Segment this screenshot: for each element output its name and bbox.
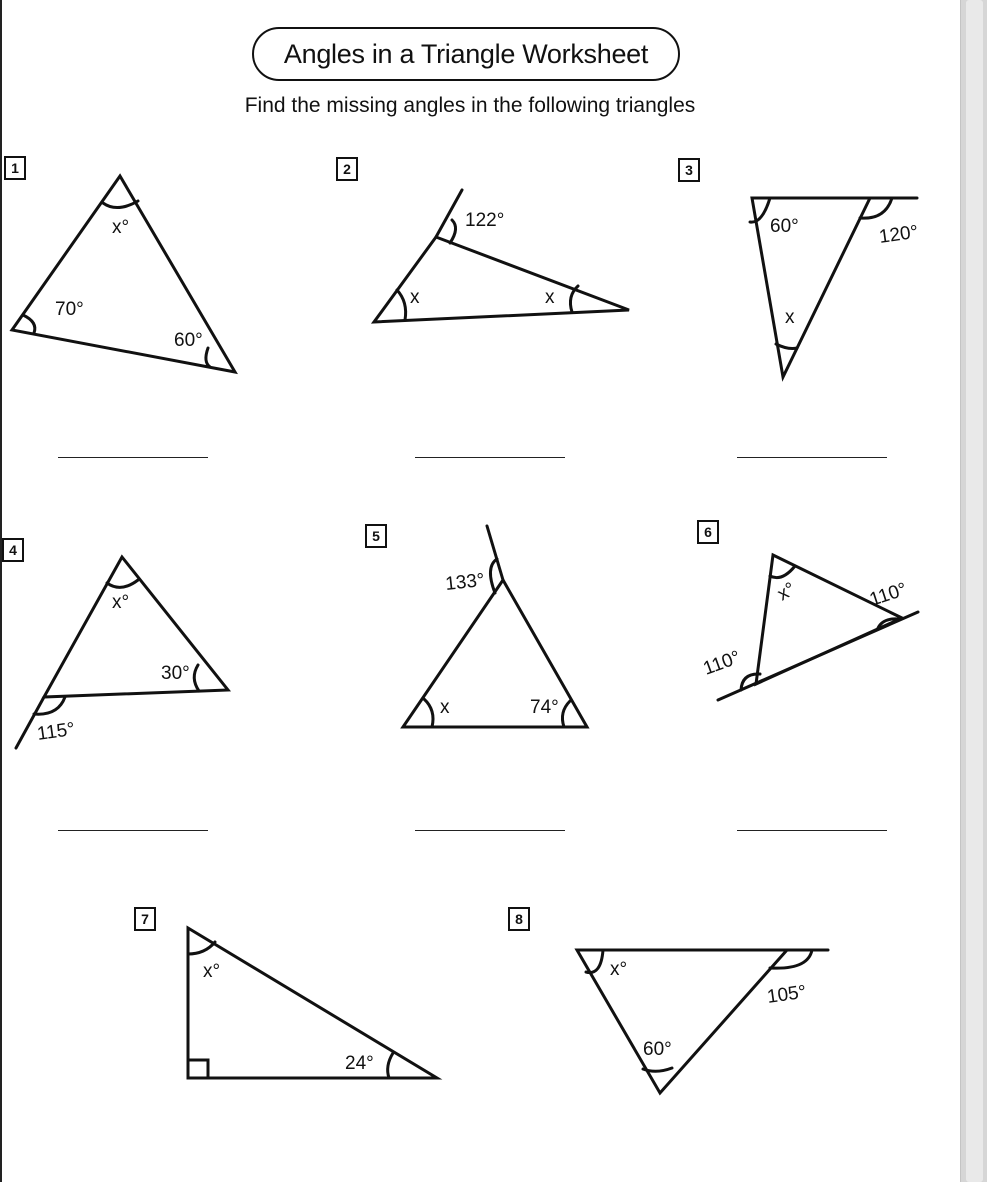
triangle-5-exterior-angle-label: 133° [444,569,486,595]
triangle-7-right-angle-marker [188,1060,208,1078]
triangle-1-angle-top-label: x° [112,217,130,238]
worksheet-title: Angles in a Triangle Worksheet [252,27,680,81]
triangle-4-exterior-angle-label: 115° [35,718,77,745]
triangle-4-angle-arc-top [107,580,138,587]
triangle-7 [188,928,437,1078]
triangle-6-angle-arc-top [770,566,795,578]
triangle-1 [12,176,235,372]
problem-8-number: 8 [508,907,530,931]
triangle-5-angle-arc-left [424,699,433,727]
triangle-7-outline [188,928,437,1078]
problem-5-number: 5 [365,524,387,548]
triangle-5-angle-right-label: 74° [530,697,559,718]
triangle-4-angle-top-label: x° [112,592,130,613]
problem-3-number: 3 [678,158,700,182]
problem-6-number: 6 [697,520,719,544]
triangle-6-outline [756,555,902,684]
triangle-2-angle-arc-left [397,290,406,320]
triangle-6-angle-top-label: x° [774,578,800,606]
triangle-5 [403,526,587,727]
problem-4-number: 4 [2,538,24,562]
triangle-8 [577,950,828,1093]
triangle-5-angle-left-label: x [440,697,450,718]
triangle-6 [701,555,918,700]
triangle-8-angle-bottom-label: 60° [643,1039,672,1060]
triangle-4-angle-arc-right [194,665,199,691]
triangle-5-angle-arc-right [562,701,570,727]
triangle-1-angle-right-label: 60° [174,330,203,351]
triangle-7-angle-top-label: x° [203,961,221,982]
triangle-2-angle-left-label: x [410,287,420,308]
triangle-7-angle-arc-right [388,1053,393,1078]
triangle-8-angle-left-label: x° [610,959,628,980]
triangle-2-outline [374,237,629,322]
triangle-6-base-line [718,612,918,700]
triangle-1-angle-left-label: 70° [55,299,84,320]
triangle-1-angle-arc-right [206,348,210,367]
triangle-2-exterior-angle-label: 122° [465,210,505,231]
triangle-3-angle-left-label: 60° [770,216,799,237]
triangle-2-exterior-angle-arc [450,220,456,243]
triangle-8-exterior-angle-arc [770,950,812,968]
triangle-3 [750,198,920,377]
problem-2-number: 2 [336,157,358,181]
triangle-2-extended-side [436,190,462,237]
triangle-3-exterior-angle-label: 120° [877,221,920,248]
worksheet-instruction: Find the missing angles in the following triangles [244,94,696,117]
triangle-1-angle-arc-top [103,201,138,208]
triangle-2 [374,190,629,322]
triangle-6-angle-right-label: 110° [867,579,910,611]
triangle-2-angle-right-label: x [545,287,555,308]
problem-1-number: 1 [4,156,26,180]
triangle-7-angle-arc-top [188,942,215,954]
triangle-4 [16,557,228,748]
triangle-3-angle-bottom-label: x [785,307,795,328]
triangle-7-angle-right-label: 24° [345,1053,374,1074]
triangle-8-outline [577,950,787,1093]
problem-7-number: 7 [134,907,156,931]
triangle-4-angle-right-label: 30° [161,663,190,684]
triangle-1-angle-arc-left [23,315,35,333]
triangle-8-exterior-angle-label: 105° [765,981,808,1008]
triangle-4-outline [44,557,228,697]
triangle-6-angle-left-label: 110° [700,647,744,680]
